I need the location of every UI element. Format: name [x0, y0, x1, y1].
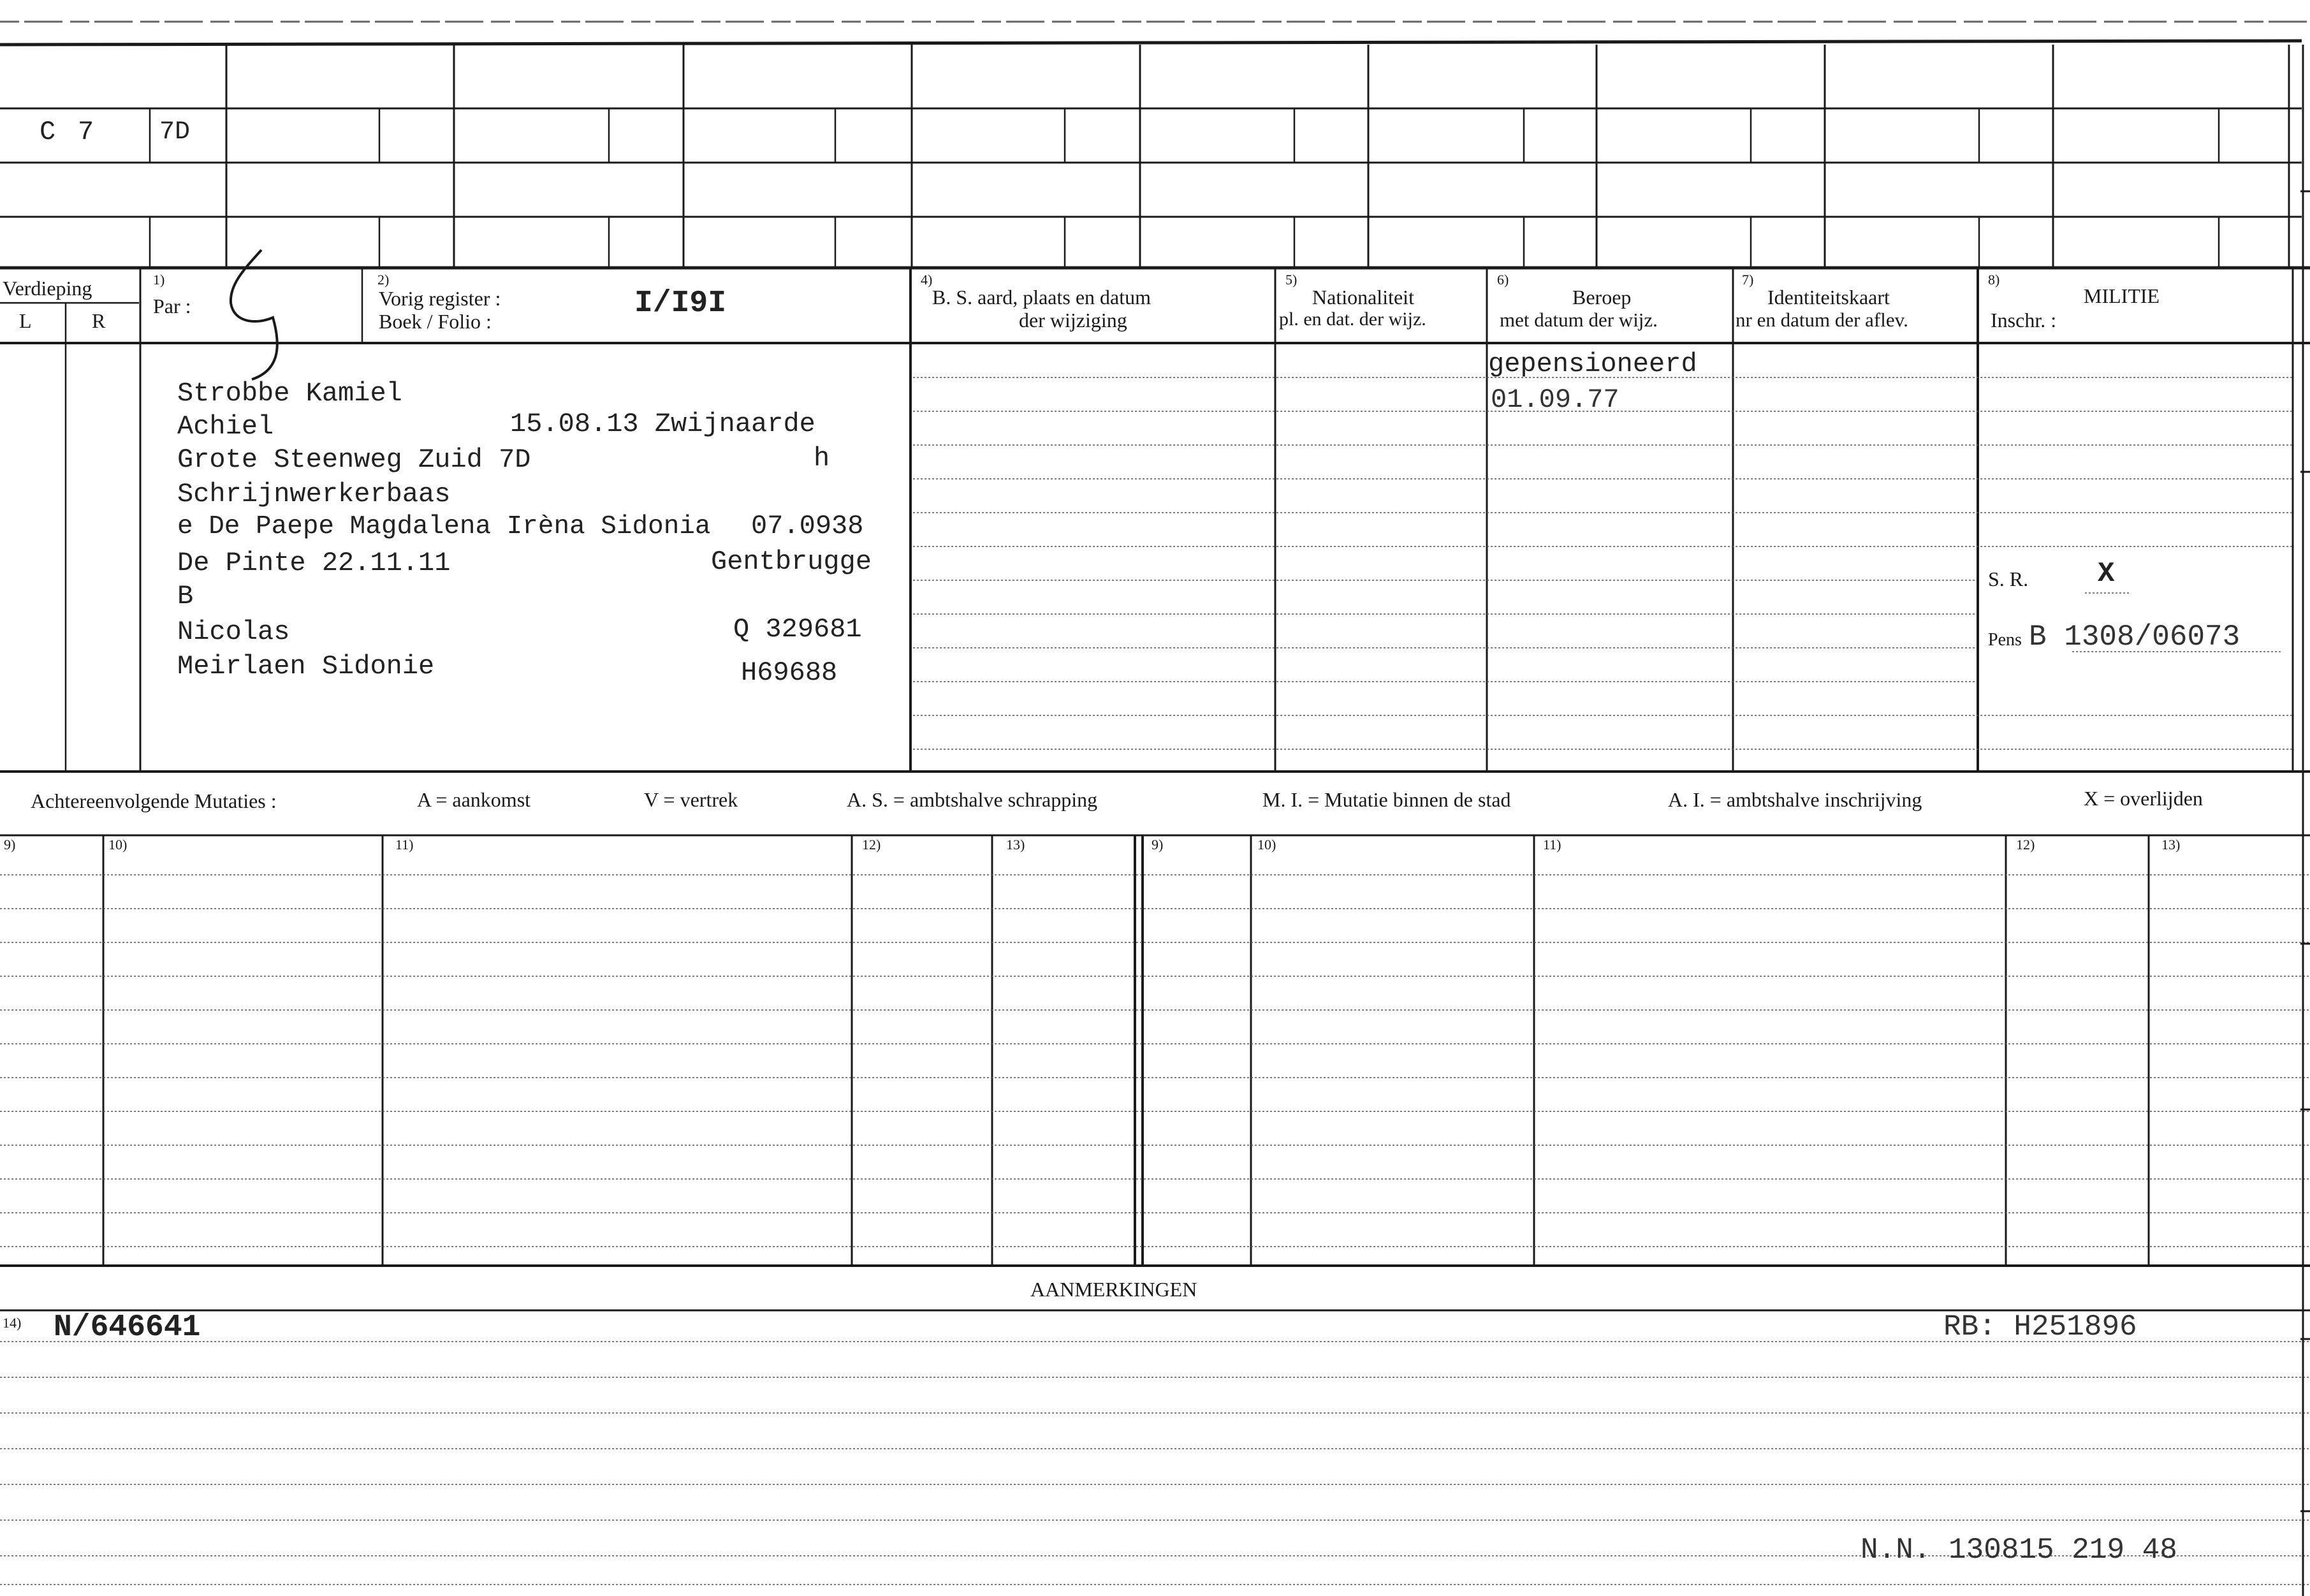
aanmerking-nn: N.N. 130815 219 48 [1860, 1534, 2177, 1567]
verdieping-label: Verdieping [3, 277, 92, 300]
vorig-register-label: Vorig register : [379, 287, 501, 310]
person-birth: 15.08.13 Zwijnaarde [510, 409, 815, 439]
beroep-header: Beroep [1572, 286, 1632, 309]
person-spouse-birth: De Pinte 22.11.11 [177, 548, 451, 578]
legend-overlijden: X = overlijden [2084, 787, 2203, 810]
person-address-mark: h [814, 443, 830, 474]
r-label: R [92, 309, 106, 332]
par-label: Par : [153, 295, 191, 318]
aanmerking-rb: RB: H251896 [1943, 1310, 2137, 1343]
legend-ambtshalve-inschrijving: A. I. = ambtshalve inschrijving [1668, 788, 1922, 811]
pens-value: B 1308/06073 [2029, 620, 2241, 654]
militie-header: MILITIE [2084, 284, 2160, 307]
mut-col-num-9: 9) [4, 837, 16, 853]
person-father: Nicolas [177, 617, 290, 647]
beroep-subheader: met datum der wijz. [1500, 309, 1658, 331]
aanmerkingen-num: 14) [3, 1315, 22, 1331]
mut-col-num-13: 13) [1006, 837, 1025, 853]
person-spouse-place: Gentbrugge [711, 546, 872, 577]
identiteitskaart-header: Identiteitskaart [1767, 286, 1890, 309]
mut-col-num-13b: 13) [2161, 837, 2181, 853]
person-father-code: Q 329681 [733, 614, 862, 645]
mut-col-num-10: 10) [108, 837, 128, 853]
aanmerking-n-code: N/646641 [54, 1310, 201, 1345]
person-occupation: Schrijnwerkerbaas [177, 479, 451, 509]
legend-aankomst: A = aankomst [417, 788, 531, 811]
identiteitskaart-subheader: nr en datum der aflev. [1736, 309, 1908, 331]
register-value: I/I9I [634, 286, 727, 321]
top-code-7d: 7D [159, 118, 191, 147]
person-second-name: Achiel [177, 411, 274, 442]
mut-col-num-12b: 12) [2016, 837, 2035, 853]
bs-header-line2: der wijziging [1019, 309, 1127, 332]
beroep-entry: gepensioneerd [1488, 349, 1697, 379]
nationaliteit-header: Nationaliteit [1312, 286, 1414, 309]
person-surname-firstname: Strobbe Kamiel [177, 378, 402, 409]
person-spouse: e De Paepe Magdalena Irèna Sidonia [177, 512, 711, 541]
header-num-8: 8) [1988, 272, 2000, 288]
person-marriage-date: 07.0938 [751, 511, 864, 541]
header-num-4: 4) [921, 272, 933, 288]
person-mother: Meirlaen Sidonie [177, 651, 435, 682]
person-address: Grote Steenweg Zuid 7D [177, 444, 531, 475]
mut-col-num-11b: 11) [1543, 837, 1561, 853]
top-code-c: C [40, 117, 56, 147]
boek-folio-label: Boek / Folio : [379, 310, 492, 333]
bs-header-line1: B. S. aard, plaats en datum [932, 286, 1151, 309]
header-num-6: 6) [1497, 272, 1509, 288]
l-label: L [19, 309, 32, 332]
pens-label: Pens [1988, 630, 2022, 650]
nationaliteit-subheader: pl. en dat. der wijz. [1279, 309, 1426, 330]
header-num-7: 7) [1742, 272, 1754, 288]
mut-col-num-10b: 10) [1257, 837, 1276, 853]
header-num-2: 2) [377, 272, 390, 288]
legend-mutatie-binnen-stad: M. I. = Mutatie binnen de stad [1262, 788, 1511, 811]
beroep-entry-date: 01.09.77 [1491, 384, 1619, 415]
legend-ambtshalve-schrapping: A. S. = ambtshalve schrapping [847, 788, 1098, 811]
sr-label: S. R. [1988, 567, 2029, 590]
header-num-5: 5) [1285, 272, 1298, 288]
inschr-label: Inschr. : [1991, 309, 2057, 332]
top-code-7: 7 [78, 117, 94, 147]
mut-col-num-12: 12) [862, 837, 881, 853]
header-num-1: 1) [153, 272, 165, 288]
person-mother-code: H69688 [741, 657, 838, 688]
sr-value: X [2098, 558, 2115, 590]
aanmerkingen-title: AANMERKINGEN [1030, 1278, 1197, 1301]
mut-col-num-11: 11) [395, 837, 414, 853]
legend-vertrek: V = vertrek [644, 788, 738, 811]
mutaties-title: Achtereenvolgende Mutaties : [31, 789, 277, 812]
person-line-b: B [177, 581, 194, 611]
mut-col-num-9b: 9) [1151, 837, 1164, 853]
